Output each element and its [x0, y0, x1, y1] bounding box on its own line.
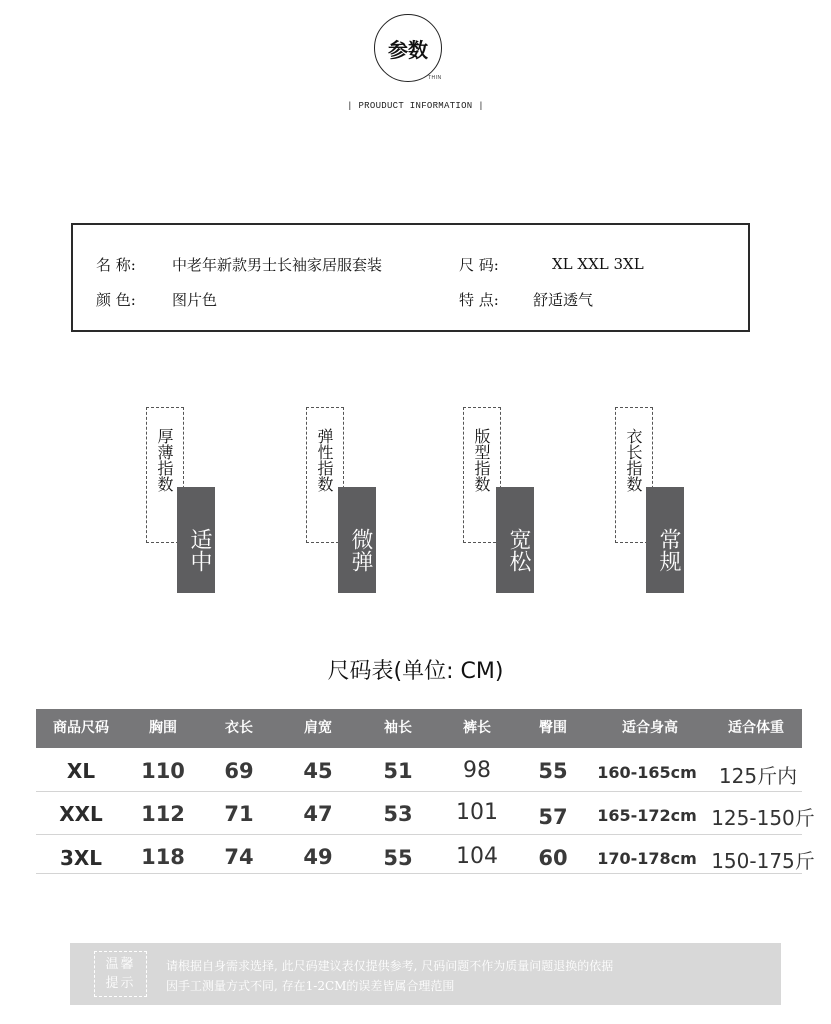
notice-line-2: 因手工测量方式不同, 存在1-2CM的误差皆属合理范围	[166, 979, 455, 993]
table-cell: 101	[456, 800, 498, 825]
color-value: 图片色	[172, 291, 218, 309]
table-cell: 74	[224, 845, 254, 869]
length-index-label: 衣长指数	[624, 428, 643, 492]
table-cell: 3XL	[59, 846, 103, 870]
row-divider	[36, 834, 802, 835]
size-value: XL XXL 3XL	[552, 255, 644, 273]
header-height: 适合身高	[622, 720, 678, 736]
name-label: 名 称:	[96, 256, 136, 274]
table-cell: 47	[303, 802, 333, 826]
table-cell: 55	[383, 846, 413, 870]
table-cell: 125斤内	[718, 764, 798, 788]
notice-tag-line1: 温馨	[105, 957, 136, 972]
thickness-index-value: 适中	[177, 487, 215, 593]
table-cell: 98	[463, 758, 491, 783]
table-cell: 57	[538, 805, 568, 829]
table-cell: 53	[383, 802, 413, 826]
elasticity-index-value: 微弹	[338, 487, 376, 593]
elasticity-index-label: 弹性指数	[315, 428, 334, 492]
notice-banner	[70, 943, 781, 1005]
feature-label: 特 点:	[459, 291, 499, 309]
table-cell: 165-172cm	[597, 806, 697, 825]
name-value: 中老年新款男士长袖家居服套装	[172, 256, 383, 274]
notice-tag-line2: 提示	[105, 976, 136, 991]
header-size: 商品尺码	[53, 720, 109, 736]
table-cell: 104	[456, 844, 498, 869]
size-chart-title: 尺码表(单位: CM)	[327, 659, 504, 684]
header-weight: 适合体重	[728, 720, 784, 736]
thickness-index-label: 厚薄指数	[155, 428, 174, 492]
table-cell: 51	[383, 759, 413, 783]
header-sleeve: 袖长	[384, 720, 412, 736]
table-cell: 170-178cm	[597, 849, 697, 868]
table-cell: 60	[538, 846, 568, 870]
parameter-badge: 参数	[374, 14, 442, 82]
row-divider	[36, 873, 802, 874]
feature-value: 舒适透气	[533, 291, 594, 309]
header-shoulder: 肩宽	[304, 720, 332, 736]
table-cell: XL	[66, 759, 96, 783]
table-cell: 110	[141, 759, 185, 783]
row-divider	[36, 791, 802, 792]
table-cell: 150-175斤	[711, 849, 815, 873]
header-length: 衣长	[225, 720, 253, 736]
size-label: 尺 码:	[459, 256, 499, 274]
badge-subtext: THIN	[428, 75, 442, 81]
fit-index-label: 版型指数	[472, 428, 491, 492]
table-cell: 160-165cm	[597, 763, 697, 782]
table-cell: XXL	[59, 802, 103, 826]
notice-tag	[94, 951, 147, 997]
table-cell: 118	[141, 845, 185, 869]
header-pants-length: 裤长	[463, 720, 491, 736]
product-info-box	[71, 223, 750, 332]
table-cell: 71	[224, 802, 254, 826]
table-cell: 125-150斤	[711, 806, 815, 830]
color-label: 颜 色:	[96, 291, 136, 309]
header-chest: 胸围	[149, 720, 177, 736]
table-cell: 45	[303, 759, 333, 783]
product-information-subtitle: | PROUDUCT INFORMATION |	[347, 101, 484, 111]
table-cell: 112	[141, 802, 185, 826]
table-cell: 49	[303, 845, 333, 869]
table-cell: 69	[224, 759, 254, 783]
length-index-value: 常规	[646, 487, 684, 593]
notice-line-1: 请根据自身需求选择, 此尺码建议表仅提供参考, 尺码问题不作为质量问题退换的依据	[166, 959, 614, 973]
header-hip: 臀围	[539, 720, 567, 736]
fit-index-value: 宽松	[496, 487, 534, 593]
table-cell: 55	[538, 759, 568, 783]
